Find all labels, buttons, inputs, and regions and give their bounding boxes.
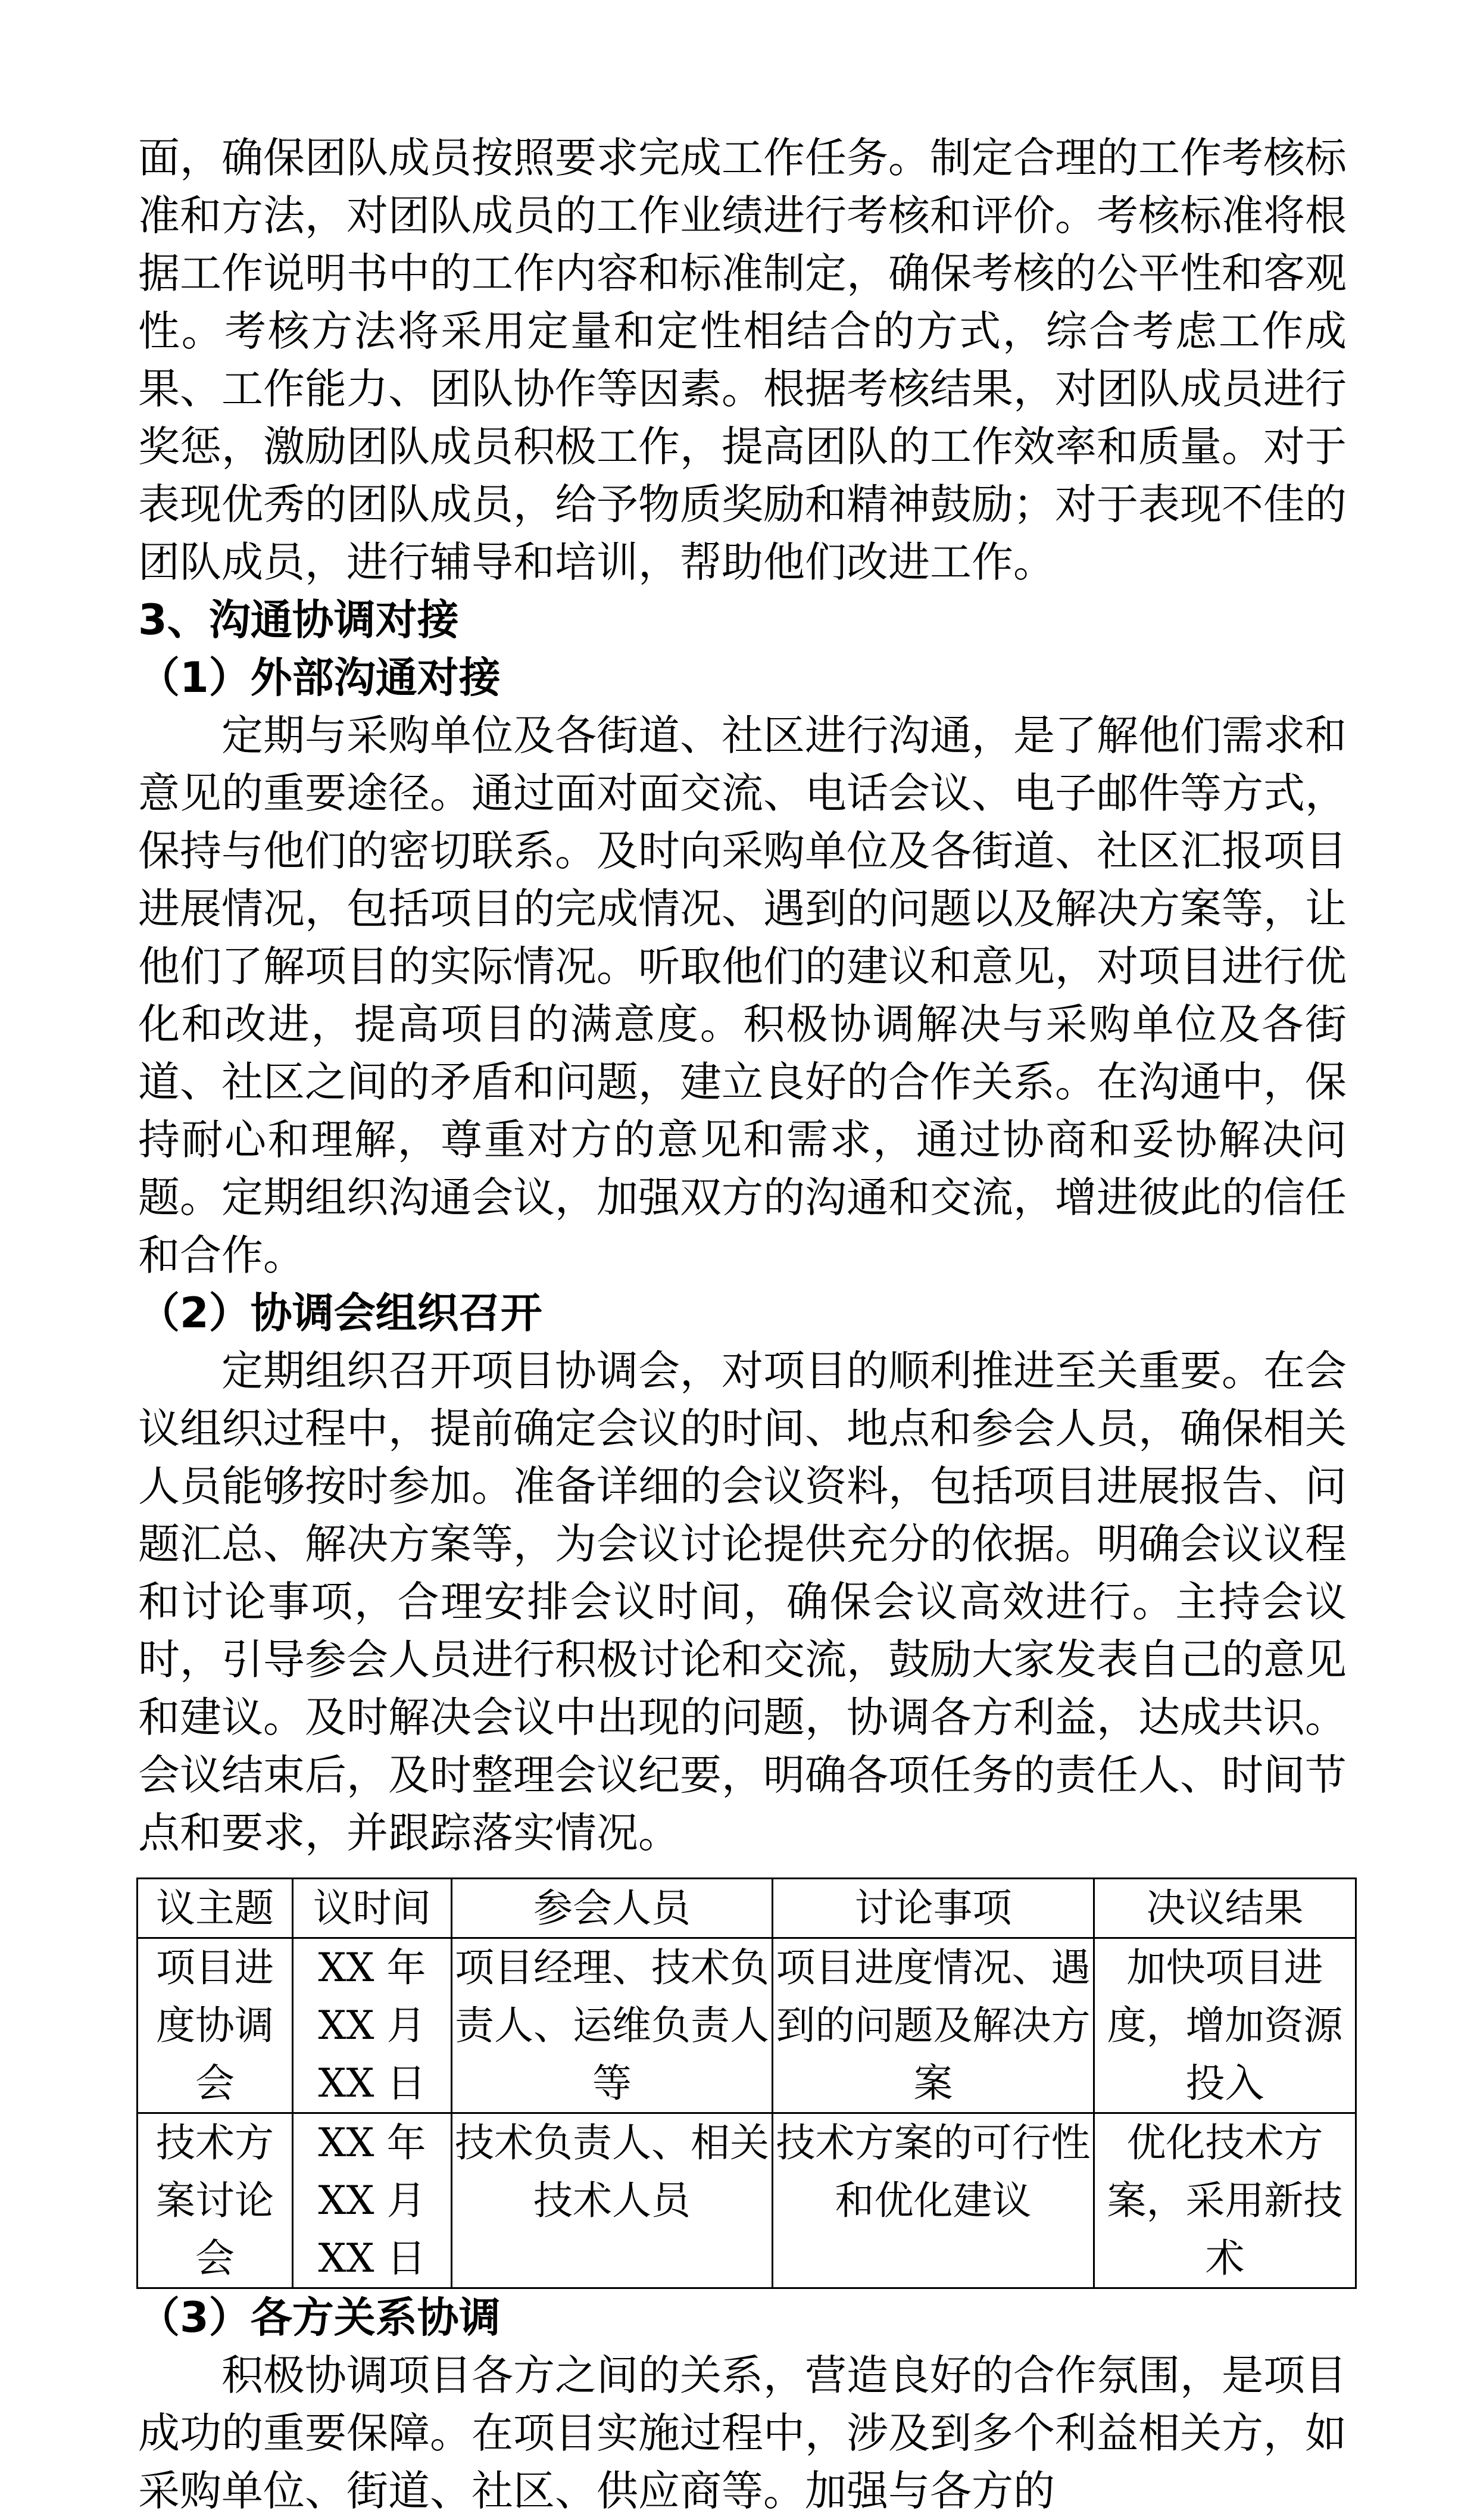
table-header-cell: 讨论事项 bbox=[773, 1879, 1094, 1938]
paragraph-external-communication: 定期与采购单位及各街道、社区进行沟通，是了解他们需求和意见的重要途径。通过面对面交流、电话会议、电子邮件等方式，保持与他们的密切联系。及时向采购单位及各街道、社区汇报项目进展情况，包括项目的完成情况、遇到的问题以及解决方案等，让他们了解项目的实际情况。听取他们的建议和意见，对项目进行优化和改进，提高项目的满意度。积极协调解决与采购单位及各街道、社区之间的矛盾和问题，建立良好的合作关系。在沟通中，保持耐心和理解，尊重对方的意见和需求，通过协商和妥协解决问题。定期组织沟通会议，加强双方的沟通和交流，增进彼此的信任和合作。 bbox=[138, 711, 1347, 1280]
table-cell: 技术负责人、相关技术人员 bbox=[452, 2113, 773, 2288]
table-cell: 项目进度情况、遇到的问题及解决方案 bbox=[773, 1938, 1094, 2113]
table-header-row bbox=[138, 1879, 1356, 1938]
table-cell: XX 年 XX 月 XX 日 bbox=[293, 1938, 452, 2113]
table-row bbox=[138, 1938, 1356, 2113]
section-heading: 3、沟通协调对接 bbox=[138, 595, 459, 644]
table-header-cell: 议主题 bbox=[138, 1879, 293, 1938]
table-row bbox=[138, 2113, 1356, 2288]
meeting-table bbox=[136, 1877, 1357, 2289]
table-cell: 项目进度协调会 bbox=[138, 1938, 293, 2113]
paragraph-stakeholder-relations: 积极协调项目各方之间的关系，营造良好的合作氛围，是项目成功的重要保障。在项目实施过程中，涉及到多个利益相关方，如采购单位、街道、社区、供应商等。加强与各方的 bbox=[138, 2351, 1347, 2515]
subsection-heading-external-communication: （1）外部沟通对接 bbox=[138, 653, 501, 702]
table-cell: 优化技术方案，采用新技术 bbox=[1094, 2113, 1356, 2288]
document-page bbox=[138, 129, 1347, 2520]
table-header-cell: 参会人员 bbox=[452, 1879, 773, 1938]
table-header-cell: 决议结果 bbox=[1094, 1879, 1356, 1938]
paragraph-intro: 面，确保团队成员按照要求完成工作任务。制定合理的工作考核标准和方法，对团队成员的工作业绩进行考核和评价。考核标准将根据工作说明书中的工作内容和标准制定，确保考核的公平性和客观性。考核方法将采用定量和定性相结合的方式，综合考虑工作成果、工作能力、团队协作等因素。根据考核结果，对团队成员进行奖惩，激励团队成员积极工作，提高团队的工作效率和质量。对于表现优秀的团队成员，给予物质奖励和精神鼓励；对于表现不佳的团队成员，进行辅导和培训，帮助他们改进工作。 bbox=[138, 133, 1347, 587]
subsection-heading-stakeholder-relations: （3）各方关系协调 bbox=[138, 2293, 501, 2342]
table-cell: 加快项目进度，增加资源投入 bbox=[1094, 1938, 1356, 2113]
table-cell: 技术方案的可行性和优化建议 bbox=[773, 2113, 1094, 2288]
paragraph-coordination-meeting: 定期组织召开项目协调会，对项目的顺利推进至关重要。在会议组织过程中，提前确定会议的时间、地点和参会人员，确保相关人员能够按时参加。准备详细的会议资料，包括项目进展报告、问题汇总、解决方案等，为会议讨论提供充分的依据。明确会议议程和讨论事项，合理安排会议时间，确保会议高效进行。主持会议时，引导参会人员进行积极讨论和交流，鼓励大家发表自己的意见和建议。及时解决会议中出现的问题，协调各方利益，达成共识。会议结束后，及时整理会议纪要，明确各项任务的责任人、时间节点和要求，并跟踪落实情况。 bbox=[138, 1346, 1347, 1857]
table-cell: 技术方案讨论会 bbox=[138, 2113, 293, 2288]
table-cell: 项目经理、技术负责人、运维负责人等 bbox=[452, 1938, 773, 2113]
subsection-heading-coordination-meeting: （2）协调会组织召开 bbox=[138, 1289, 542, 1337]
table-cell: XX 年 XX 月 XX 日 bbox=[293, 2113, 452, 2288]
table-header-cell: 议时间 bbox=[293, 1879, 452, 1938]
